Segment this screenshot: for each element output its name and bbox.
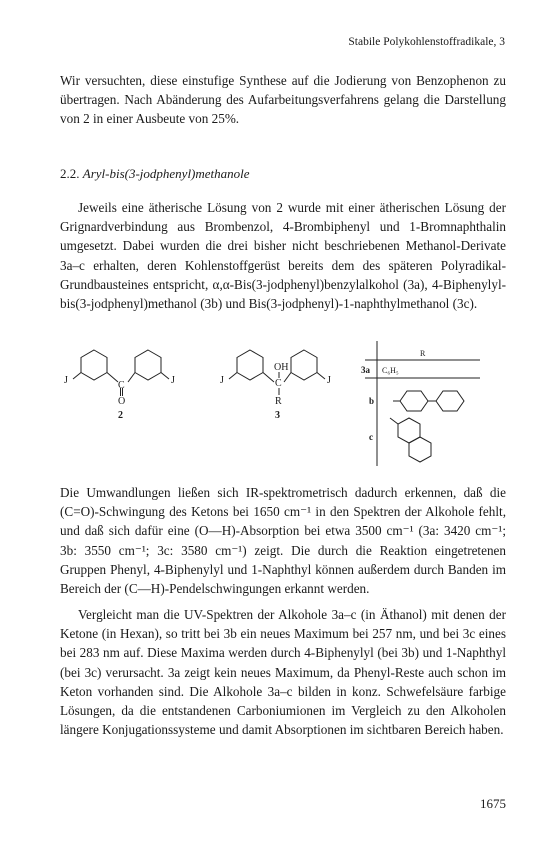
page-number: 1675 [480,796,506,811]
table-header-r: R [420,349,426,358]
compound-2-label: 2 [118,410,123,421]
bond [73,373,81,380]
benzene-ring-2-left [81,350,107,380]
table-row-c: c [369,432,373,442]
bond [317,373,325,380]
bond [229,373,237,380]
atom-label: OH [274,362,289,373]
atom-label: J [64,375,68,386]
atom-label: J [220,375,224,386]
section-title: Aryl-bis(3-jodphenyl)methanole [82,166,250,181]
table-row-3a: 3a [361,365,370,375]
section-heading [60,166,250,182]
atom-label: R [275,396,282,407]
naphthyl-ring-2 [409,437,431,462]
benzene-ring-3-left [237,350,263,380]
atom-label: C [275,378,282,389]
bond [128,373,135,383]
bond [390,418,398,424]
bond [284,373,291,383]
paragraph-2: Jeweils eine ätherische Lösung von 2 wurde mit einer ätherischen Lösung der Grignardverbindung aus Brombenzol, 4-Brombiphenyl und 1-Bromnaphthalin umgesetzt. Dabei wurden die drei bisher nicht beschriebenen Methanol-Derivate 3a–c erhalten, deren Kohlenstoffgerüst bereits dem des späteren Polyradikal-Grundbausteines entspricht, α,α-Bis(3-jodphenyl)benzylalkohol (3a), 4-Biphenylyl-bis(3-jodphenyl)methanol (3b) und Bis(3-jodphenyl)-1-naphthylmethanol (3c). [60,200,506,312]
structure-figure [60,338,506,478]
table-row-b: b [369,396,375,406]
atom-label: O [118,396,126,407]
paragraph-1: Wir versuchten, diese einstufige Synthese auf die Jodierung von Benzophenon zu übertragen. Nach Abänderung des Aufarbeitungsverfahrens gelang die Darstellung von 2 in einer Ausbeute von 25%. [60,73,506,127]
running-head: Stabile Polykohlenstoffradikale, 3 [348,36,505,48]
atom-label: J [327,375,331,386]
bond [161,373,169,380]
structure-drawing [60,338,506,478]
section-number: 2.2. [60,166,80,181]
benzene-ring-2-right [135,350,161,380]
benzene-ring-3-right [291,350,317,380]
atom-label: C [118,380,125,391]
paragraph-3: Die Umwandlungen ließen sich IR-spektrometrisch dadurch erkennen, daß die (C=O)-Schwingung des Ketons bei 1650 cm⁻¹ in den Spektren der Alkohole fehlt, und daß sich dafür eine (O—H)-Absorption bei etwa 3500 cm⁻¹ (3a: 3420 cm⁻¹; 3b: 3550 cm⁻¹; 3c: 3580 cm⁻¹) zeigt. Die durch die Reaktion eingetretenen Gruppen Phenyl, 4-Biphenylyl und 1-Naphthyl können außerdem durch Banden im Bereich der (C—H)-Pendelschwingungen erkannt werden. [60,485,506,597]
biphenyl-ring-2 [436,391,464,411]
table-row-3a-value: C₆H₅ [382,366,399,375]
biphenyl-ring-1 [400,391,428,411]
paragraph-4: Vergleicht man die UV-Spektren der Alkohole 3a–c (in Äthanol) mit denen der Ketone (in Hexan), so tritt bei 3b ein neues Maximum bei 257 nm, und bei 3c eines bei 283 nm auf. Diese Maxima werden durch 4-Biphenylyl (bei 3b) und 1-Naphthyl (bei 3c) verursacht. 3a zeigt kein neues Maximum, da Phenyl-Reste auch schon im Keton vorhanden sind. Die Alkohole 3a–c bilden in konz. Schwefelsäure farbige Lösungen, da die entstandenen Carboniumionen im Vergleich zu den Alkoholen längere Konjugationssysteme und damit Absorptionen im sichtbaren Bereich haben. [60,607,506,738]
atom-label: J [171,375,175,386]
bond [107,373,118,383]
bond [263,373,274,383]
compound-3-label: 3 [275,410,280,421]
